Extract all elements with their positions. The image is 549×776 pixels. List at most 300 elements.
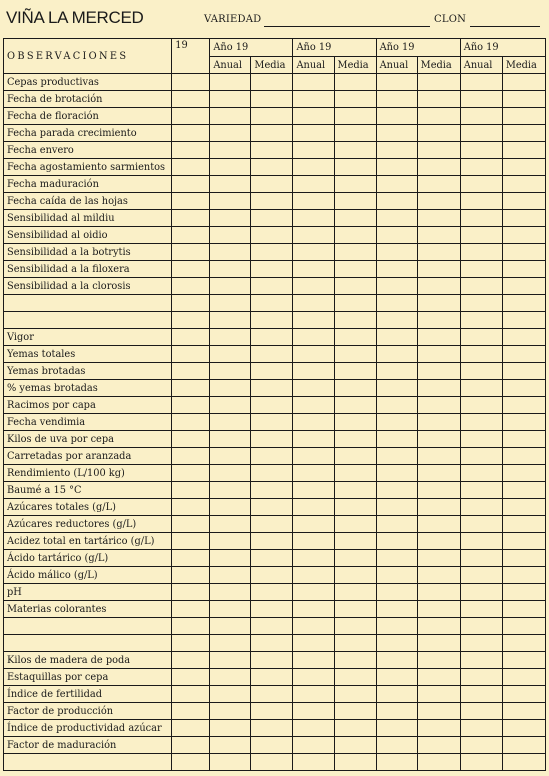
data-cell[interactable]	[293, 499, 334, 516]
data-cell[interactable]	[251, 176, 293, 193]
data-cell[interactable]	[376, 737, 417, 754]
data-cell[interactable]	[293, 312, 334, 329]
clon-field[interactable]	[470, 26, 540, 27]
data-cell[interactable]	[460, 635, 502, 652]
data-cell[interactable]	[172, 601, 210, 618]
data-cell[interactable]	[210, 720, 251, 737]
data-cell[interactable]	[172, 533, 210, 550]
data-cell[interactable]	[251, 295, 293, 312]
data-cell[interactable]	[251, 601, 293, 618]
data-cell[interactable]	[251, 465, 293, 482]
data-cell[interactable]	[502, 142, 545, 159]
data-cell[interactable]	[172, 329, 210, 346]
data-cell[interactable]	[376, 703, 417, 720]
data-cell[interactable]	[376, 244, 417, 261]
data-cell[interactable]	[251, 686, 293, 703]
data-cell[interactable]	[417, 516, 460, 533]
data-cell[interactable]	[334, 448, 376, 465]
data-cell[interactable]	[376, 397, 417, 414]
data-cell[interactable]	[210, 431, 251, 448]
data-cell[interactable]	[251, 74, 293, 91]
data-cell[interactable]	[376, 652, 417, 669]
data-cell[interactable]	[210, 465, 251, 482]
data-cell[interactable]	[293, 703, 334, 720]
data-cell[interactable]	[251, 635, 293, 652]
data-cell[interactable]	[334, 91, 376, 108]
data-cell[interactable]	[460, 397, 502, 414]
data-cell[interactable]	[417, 159, 460, 176]
data-cell[interactable]	[417, 142, 460, 159]
data-cell[interactable]	[417, 652, 460, 669]
data-cell[interactable]	[251, 516, 293, 533]
data-cell[interactable]	[251, 431, 293, 448]
data-cell[interactable]	[172, 176, 210, 193]
data-cell[interactable]	[172, 618, 210, 635]
data-cell[interactable]	[376, 312, 417, 329]
data-cell[interactable]	[376, 635, 417, 652]
data-cell[interactable]	[210, 584, 251, 601]
data-cell[interactable]	[210, 669, 251, 686]
data-cell[interactable]	[376, 380, 417, 397]
data-cell[interactable]	[417, 601, 460, 618]
data-cell[interactable]	[460, 482, 502, 499]
data-cell[interactable]	[251, 584, 293, 601]
data-cell[interactable]	[502, 278, 545, 295]
data-cell[interactable]	[417, 618, 460, 635]
data-cell[interactable]	[172, 312, 210, 329]
data-cell[interactable]	[210, 210, 251, 227]
data-cell[interactable]	[502, 312, 545, 329]
data-cell[interactable]	[417, 193, 460, 210]
data-cell[interactable]	[293, 448, 334, 465]
data-cell[interactable]	[251, 329, 293, 346]
data-cell[interactable]	[172, 363, 210, 380]
data-cell[interactable]	[172, 737, 210, 754]
data-cell[interactable]	[293, 74, 334, 91]
data-cell[interactable]	[172, 516, 210, 533]
data-cell[interactable]	[251, 261, 293, 278]
data-cell[interactable]	[417, 380, 460, 397]
data-cell[interactable]	[251, 210, 293, 227]
data-cell[interactable]	[502, 686, 545, 703]
data-cell[interactable]	[376, 448, 417, 465]
data-cell[interactable]	[172, 550, 210, 567]
data-cell[interactable]	[334, 125, 376, 142]
data-cell[interactable]	[460, 108, 502, 125]
data-cell[interactable]	[251, 278, 293, 295]
data-cell[interactable]	[460, 176, 502, 193]
data-cell[interactable]	[210, 295, 251, 312]
data-cell[interactable]	[460, 550, 502, 567]
data-cell[interactable]	[293, 193, 334, 210]
data-cell[interactable]	[502, 414, 545, 431]
data-cell[interactable]	[376, 261, 417, 278]
data-cell[interactable]	[293, 125, 334, 142]
data-cell[interactable]	[210, 176, 251, 193]
data-cell[interactable]	[417, 635, 460, 652]
data-cell[interactable]	[417, 720, 460, 737]
data-cell[interactable]	[502, 295, 545, 312]
data-cell[interactable]	[172, 652, 210, 669]
data-cell[interactable]	[172, 397, 210, 414]
data-cell[interactable]	[210, 652, 251, 669]
data-cell[interactable]	[334, 261, 376, 278]
data-cell[interactable]	[210, 635, 251, 652]
data-cell[interactable]	[210, 482, 251, 499]
data-cell[interactable]	[293, 91, 334, 108]
data-cell[interactable]	[334, 686, 376, 703]
data-cell[interactable]	[417, 686, 460, 703]
data-cell[interactable]	[417, 210, 460, 227]
data-cell[interactable]	[293, 465, 334, 482]
data-cell[interactable]	[417, 737, 460, 754]
data-cell[interactable]	[502, 465, 545, 482]
data-cell[interactable]	[502, 516, 545, 533]
data-cell[interactable]	[251, 125, 293, 142]
data-cell[interactable]	[210, 278, 251, 295]
data-cell[interactable]	[376, 159, 417, 176]
data-cell[interactable]	[210, 261, 251, 278]
data-cell[interactable]	[502, 346, 545, 363]
data-cell[interactable]	[417, 261, 460, 278]
data-cell[interactable]	[376, 431, 417, 448]
data-cell[interactable]	[376, 176, 417, 193]
data-cell[interactable]	[460, 431, 502, 448]
data-cell[interactable]	[251, 380, 293, 397]
data-cell[interactable]	[376, 108, 417, 125]
data-cell[interactable]	[502, 380, 545, 397]
data-cell[interactable]	[417, 397, 460, 414]
data-cell[interactable]	[502, 550, 545, 567]
data-cell[interactable]	[251, 737, 293, 754]
data-cell[interactable]	[251, 108, 293, 125]
data-cell[interactable]	[251, 567, 293, 584]
data-cell[interactable]	[210, 397, 251, 414]
data-cell[interactable]	[376, 686, 417, 703]
data-cell[interactable]	[334, 312, 376, 329]
data-cell[interactable]	[502, 329, 545, 346]
data-cell[interactable]	[172, 380, 210, 397]
data-cell[interactable]	[251, 482, 293, 499]
data-cell[interactable]	[334, 703, 376, 720]
data-cell[interactable]	[502, 397, 545, 414]
data-cell[interactable]	[417, 499, 460, 516]
data-cell[interactable]	[334, 737, 376, 754]
data-cell[interactable]	[417, 465, 460, 482]
data-cell[interactable]	[293, 363, 334, 380]
data-cell[interactable]	[293, 618, 334, 635]
data-cell[interactable]	[460, 227, 502, 244]
data-cell[interactable]	[334, 244, 376, 261]
data-cell[interactable]	[334, 346, 376, 363]
data-cell[interactable]	[460, 312, 502, 329]
data-cell[interactable]	[172, 227, 210, 244]
data-cell[interactable]	[172, 482, 210, 499]
data-cell[interactable]	[210, 550, 251, 567]
data-cell[interactable]	[376, 227, 417, 244]
data-cell[interactable]	[172, 210, 210, 227]
data-cell[interactable]	[334, 567, 376, 584]
data-cell[interactable]	[334, 278, 376, 295]
data-cell[interactable]	[172, 159, 210, 176]
data-cell[interactable]	[251, 618, 293, 635]
data-cell[interactable]	[293, 176, 334, 193]
data-cell[interactable]	[334, 584, 376, 601]
data-cell[interactable]	[293, 482, 334, 499]
data-cell[interactable]	[334, 159, 376, 176]
data-cell[interactable]	[251, 312, 293, 329]
data-cell[interactable]	[417, 533, 460, 550]
data-cell[interactable]	[417, 244, 460, 261]
data-cell[interactable]	[172, 584, 210, 601]
data-cell[interactable]	[460, 618, 502, 635]
data-cell[interactable]	[417, 482, 460, 499]
data-cell[interactable]	[460, 329, 502, 346]
data-cell[interactable]	[293, 244, 334, 261]
data-cell[interactable]	[251, 397, 293, 414]
data-cell[interactable]	[210, 533, 251, 550]
data-cell[interactable]	[502, 244, 545, 261]
data-cell[interactable]	[293, 278, 334, 295]
data-cell[interactable]	[460, 346, 502, 363]
data-cell[interactable]	[334, 482, 376, 499]
data-cell[interactable]	[460, 703, 502, 720]
data-cell[interactable]	[417, 703, 460, 720]
data-cell[interactable]	[460, 533, 502, 550]
data-cell[interactable]	[172, 567, 210, 584]
data-cell[interactable]	[502, 584, 545, 601]
data-cell[interactable]	[502, 482, 545, 499]
data-cell[interactable]	[251, 159, 293, 176]
data-cell[interactable]	[334, 176, 376, 193]
data-cell[interactable]	[210, 448, 251, 465]
data-cell[interactable]	[172, 465, 210, 482]
data-cell[interactable]	[334, 380, 376, 397]
data-cell[interactable]	[293, 720, 334, 737]
data-cell[interactable]	[376, 499, 417, 516]
data-cell[interactable]	[251, 363, 293, 380]
data-cell[interactable]	[172, 754, 210, 771]
data-cell[interactable]	[460, 261, 502, 278]
data-cell[interactable]	[417, 227, 460, 244]
data-cell[interactable]	[210, 159, 251, 176]
data-cell[interactable]	[460, 601, 502, 618]
data-cell[interactable]	[251, 533, 293, 550]
data-cell[interactable]	[502, 754, 545, 771]
data-cell[interactable]	[460, 193, 502, 210]
data-cell[interactable]	[251, 703, 293, 720]
data-cell[interactable]	[502, 108, 545, 125]
data-cell[interactable]	[334, 550, 376, 567]
data-cell[interactable]	[460, 244, 502, 261]
data-cell[interactable]	[376, 482, 417, 499]
data-cell[interactable]	[210, 74, 251, 91]
data-cell[interactable]	[210, 567, 251, 584]
data-cell[interactable]	[460, 652, 502, 669]
data-cell[interactable]	[376, 91, 417, 108]
data-cell[interactable]	[417, 550, 460, 567]
data-cell[interactable]	[460, 516, 502, 533]
data-cell[interactable]	[210, 380, 251, 397]
data-cell[interactable]	[210, 91, 251, 108]
data-cell[interactable]	[251, 550, 293, 567]
data-cell[interactable]	[376, 193, 417, 210]
data-cell[interactable]	[210, 142, 251, 159]
data-cell[interactable]	[293, 397, 334, 414]
data-cell[interactable]	[210, 108, 251, 125]
data-cell[interactable]	[460, 465, 502, 482]
data-cell[interactable]	[334, 295, 376, 312]
data-cell[interactable]	[460, 74, 502, 91]
data-cell[interactable]	[417, 414, 460, 431]
data-cell[interactable]	[210, 499, 251, 516]
data-cell[interactable]	[293, 550, 334, 567]
data-cell[interactable]	[172, 261, 210, 278]
data-cell[interactable]	[417, 312, 460, 329]
data-cell[interactable]	[376, 720, 417, 737]
data-cell[interactable]	[334, 193, 376, 210]
data-cell[interactable]	[172, 414, 210, 431]
data-cell[interactable]	[210, 737, 251, 754]
data-cell[interactable]	[210, 516, 251, 533]
data-cell[interactable]	[502, 431, 545, 448]
data-cell[interactable]	[376, 414, 417, 431]
data-cell[interactable]	[376, 465, 417, 482]
data-cell[interactable]	[460, 737, 502, 754]
data-cell[interactable]	[502, 601, 545, 618]
data-cell[interactable]	[376, 125, 417, 142]
data-cell[interactable]	[293, 159, 334, 176]
data-cell[interactable]	[293, 227, 334, 244]
data-cell[interactable]	[293, 431, 334, 448]
data-cell[interactable]	[293, 210, 334, 227]
data-cell[interactable]	[334, 397, 376, 414]
variedad-field[interactable]	[264, 26, 430, 27]
data-cell[interactable]	[334, 465, 376, 482]
data-cell[interactable]	[376, 210, 417, 227]
data-cell[interactable]	[417, 125, 460, 142]
data-cell[interactable]	[502, 635, 545, 652]
data-cell[interactable]	[376, 329, 417, 346]
data-cell[interactable]	[251, 142, 293, 159]
data-cell[interactable]	[376, 346, 417, 363]
data-cell[interactable]	[251, 244, 293, 261]
data-cell[interactable]	[334, 652, 376, 669]
data-cell[interactable]	[460, 567, 502, 584]
data-cell[interactable]	[210, 754, 251, 771]
data-cell[interactable]	[293, 142, 334, 159]
data-cell[interactable]	[210, 686, 251, 703]
data-cell[interactable]	[251, 720, 293, 737]
data-cell[interactable]	[460, 669, 502, 686]
data-cell[interactable]	[172, 346, 210, 363]
data-cell[interactable]	[293, 567, 334, 584]
data-cell[interactable]	[293, 601, 334, 618]
data-cell[interactable]	[293, 414, 334, 431]
data-cell[interactable]	[172, 703, 210, 720]
data-cell[interactable]	[334, 720, 376, 737]
data-cell[interactable]	[293, 737, 334, 754]
data-cell[interactable]	[460, 210, 502, 227]
data-cell[interactable]	[460, 363, 502, 380]
data-cell[interactable]	[376, 669, 417, 686]
data-cell[interactable]	[376, 601, 417, 618]
data-cell[interactable]	[293, 754, 334, 771]
data-cell[interactable]	[376, 142, 417, 159]
data-cell[interactable]	[210, 244, 251, 261]
data-cell[interactable]	[293, 108, 334, 125]
data-cell[interactable]	[460, 686, 502, 703]
data-cell[interactable]	[210, 363, 251, 380]
data-cell[interactable]	[502, 448, 545, 465]
data-cell[interactable]	[502, 720, 545, 737]
data-cell[interactable]	[460, 720, 502, 737]
data-cell[interactable]	[376, 618, 417, 635]
data-cell[interactable]	[417, 363, 460, 380]
data-cell[interactable]	[210, 193, 251, 210]
data-cell[interactable]	[502, 125, 545, 142]
data-cell[interactable]	[293, 652, 334, 669]
data-cell[interactable]	[460, 380, 502, 397]
data-cell[interactable]	[172, 74, 210, 91]
data-cell[interactable]	[172, 431, 210, 448]
data-cell[interactable]	[334, 431, 376, 448]
data-cell[interactable]	[210, 346, 251, 363]
data-cell[interactable]	[210, 227, 251, 244]
data-cell[interactable]	[334, 754, 376, 771]
data-cell[interactable]	[334, 142, 376, 159]
data-cell[interactable]	[172, 108, 210, 125]
data-cell[interactable]	[293, 261, 334, 278]
data-cell[interactable]	[376, 363, 417, 380]
data-cell[interactable]	[417, 74, 460, 91]
data-cell[interactable]	[502, 363, 545, 380]
data-cell[interactable]	[293, 346, 334, 363]
data-cell[interactable]	[376, 74, 417, 91]
data-cell[interactable]	[502, 74, 545, 91]
data-cell[interactable]	[460, 448, 502, 465]
data-cell[interactable]	[172, 448, 210, 465]
data-cell[interactable]	[172, 669, 210, 686]
data-cell[interactable]	[172, 686, 210, 703]
data-cell[interactable]	[376, 533, 417, 550]
data-cell[interactable]	[172, 499, 210, 516]
data-cell[interactable]	[251, 414, 293, 431]
data-cell[interactable]	[502, 227, 545, 244]
data-cell[interactable]	[334, 669, 376, 686]
data-cell[interactable]	[172, 720, 210, 737]
data-cell[interactable]	[460, 754, 502, 771]
data-cell[interactable]	[251, 652, 293, 669]
data-cell[interactable]	[502, 499, 545, 516]
data-cell[interactable]	[293, 584, 334, 601]
data-cell[interactable]	[502, 159, 545, 176]
data-cell[interactable]	[251, 669, 293, 686]
data-cell[interactable]	[376, 550, 417, 567]
data-cell[interactable]	[502, 261, 545, 278]
data-cell[interactable]	[293, 635, 334, 652]
data-cell[interactable]	[460, 278, 502, 295]
data-cell[interactable]	[334, 108, 376, 125]
data-cell[interactable]	[172, 125, 210, 142]
data-cell[interactable]	[417, 329, 460, 346]
data-cell[interactable]	[376, 754, 417, 771]
data-cell[interactable]	[417, 346, 460, 363]
data-cell[interactable]	[172, 635, 210, 652]
data-cell[interactable]	[460, 142, 502, 159]
data-cell[interactable]	[293, 533, 334, 550]
data-cell[interactable]	[460, 159, 502, 176]
